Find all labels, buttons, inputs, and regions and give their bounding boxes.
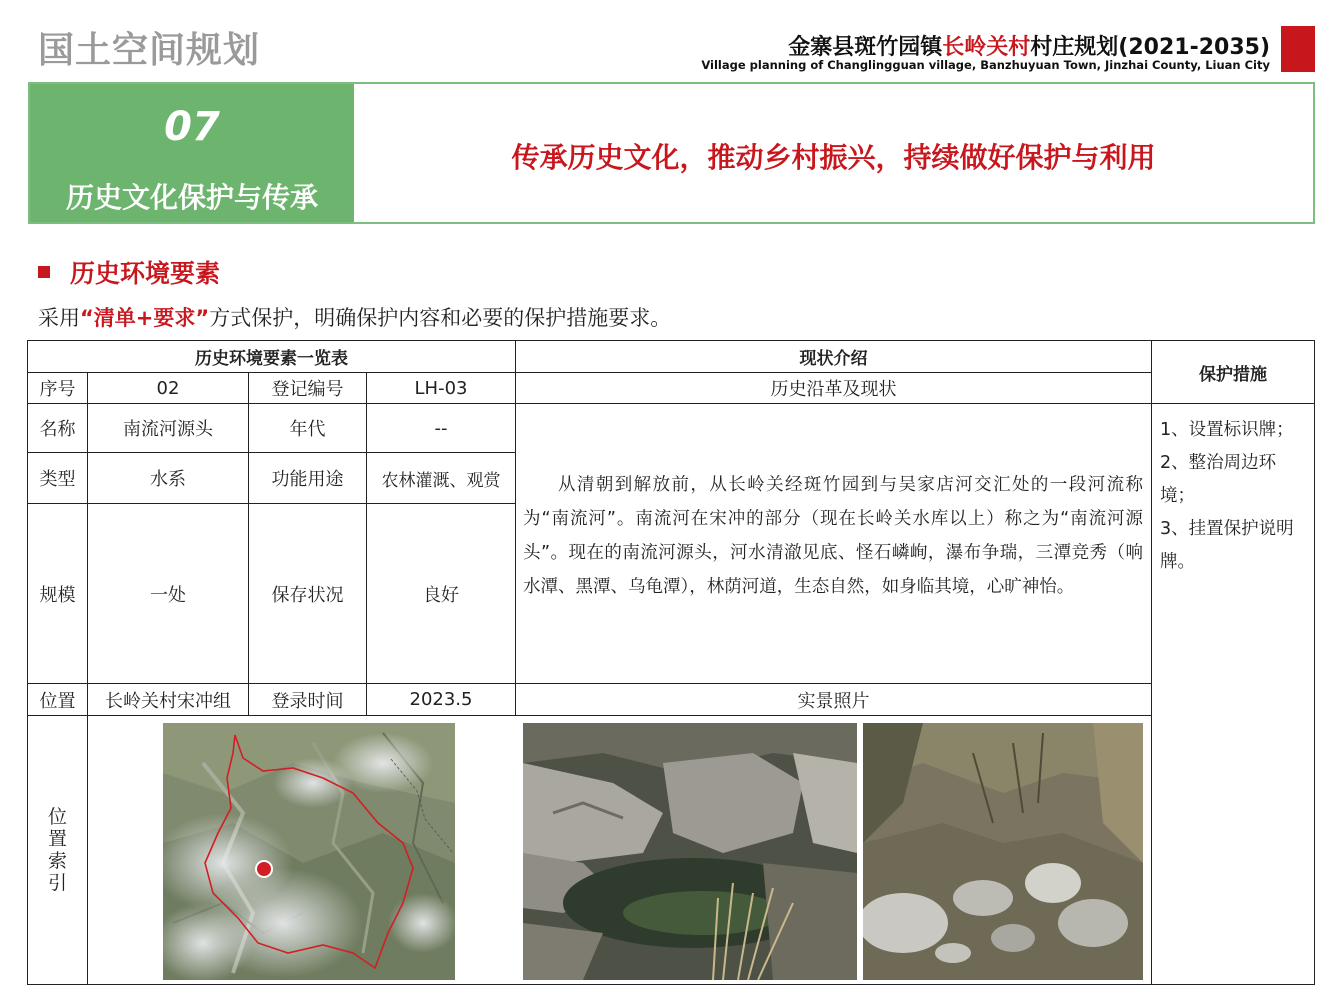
location-index-text <box>48 806 68 894</box>
pos-value: 长岭关村宋冲组 <box>88 684 249 716</box>
name-value: 南流河源头 <box>88 404 249 453</box>
chapter-badge <box>30 84 354 222</box>
scale-value: 一处 <box>88 504 249 684</box>
satellite-location-map <box>163 723 455 980</box>
chapter-name: 历史文化保护与传承 <box>65 181 318 214</box>
seq-label: 序号 <box>28 373 88 404</box>
cond-label: 保存状况 <box>249 504 367 684</box>
measure-item: 2、整治周边环境； <box>1160 453 1277 506</box>
plan-title-prefix: 金寨县斑竹园镇 <box>788 35 943 60</box>
date-value: 2023.5 <box>367 684 516 716</box>
seq-value: 02 <box>88 373 249 404</box>
reg-label: 登记编号 <box>249 373 367 404</box>
func-value: 农林灌溉、观赏 <box>367 453 516 504</box>
scale-label: 规模 <box>28 504 88 684</box>
pos-label: 位置 <box>28 684 88 716</box>
header-status: 现状介绍 <box>516 341 1152 373</box>
satellite-map-image <box>163 723 455 980</box>
plan-subtitle: Village planning of Changlingguan village, Banzhuyuan Town, Jinzhai County, Liuan City <box>701 58 1270 72</box>
measure-item: 1、设置标识牌； <box>1160 420 1294 440</box>
plan-title-suffix: 村庄规划(2021-2035) <box>1030 35 1270 60</box>
site-photo-streambed <box>863 723 1143 980</box>
location-char: 索 <box>47 850 67 872</box>
date-label: 登录时间 <box>249 684 367 716</box>
chapter-slogan: 传承历史文化，推动乡村振兴，持续做好保护与利用 <box>511 141 1156 174</box>
intro-after: 方式保护，明确保护内容和必要的保护措施要求。 <box>209 306 672 330</box>
type-label: 类型 <box>28 453 88 504</box>
plan-title <box>788 30 1270 61</box>
type-value: 水系 <box>88 453 249 504</box>
chapter-banner <box>28 82 1315 224</box>
era-value: -- <box>367 404 516 453</box>
reg-value: LH-03 <box>367 373 516 404</box>
location-index-label <box>28 716 88 984</box>
location-char: 引 <box>47 872 67 894</box>
photo-label: 实景照片 <box>516 684 1152 716</box>
section-heading <box>38 254 220 290</box>
location-char: 位 <box>47 806 67 828</box>
history-label: 历史沿革及现状 <box>516 373 1152 404</box>
measure-item: 3、挂置保护说明牌。 <box>1160 519 1294 572</box>
red-corner-block <box>1281 26 1315 72</box>
func-label: 功能用途 <box>249 453 367 504</box>
site-photo-pool <box>523 723 857 980</box>
section-intro <box>38 302 671 332</box>
era-label: 年代 <box>249 404 367 453</box>
section-heading-text: 历史环境要素 <box>70 259 221 288</box>
history-description: 从清朝到解放前，从长岭关经斑竹园到与吴家店河交汇处的一段河流称为“南流河”。南流河在宋冲的部分（现在长岭关水库以上）称之为“南流河源头”。现在的南流河源头，河水清澈见底、怪石嶙峋，瀑布争瑞，三潭竞秀（响水潭、黑潭、乌龟潭），林荫河道，生态自然，如身临其境，心旷神怡。 <box>516 404 1152 684</box>
protection-measures <box>1152 404 1314 984</box>
header-measures: 保护措施 <box>1152 341 1314 404</box>
cond-value: 良好 <box>367 504 516 684</box>
chapter-number: 07 <box>164 104 220 150</box>
intro-before: 采用 <box>38 306 80 330</box>
site-photo-pool-image <box>523 723 857 980</box>
location-char: 置 <box>47 828 67 850</box>
plan-title-highlight: 长岭关村 <box>942 35 1031 60</box>
site-photo-streambed-image <box>863 723 1143 980</box>
header-element-list: 历史环境要素一览表 <box>28 341 516 373</box>
heritage-element-table <box>27 340 1315 985</box>
name-label: 名称 <box>28 404 88 453</box>
square-bullet-icon <box>38 266 50 278</box>
intro-highlight: “清单+要求” <box>80 306 210 330</box>
top-title: 国土空间规划 <box>38 30 261 71</box>
